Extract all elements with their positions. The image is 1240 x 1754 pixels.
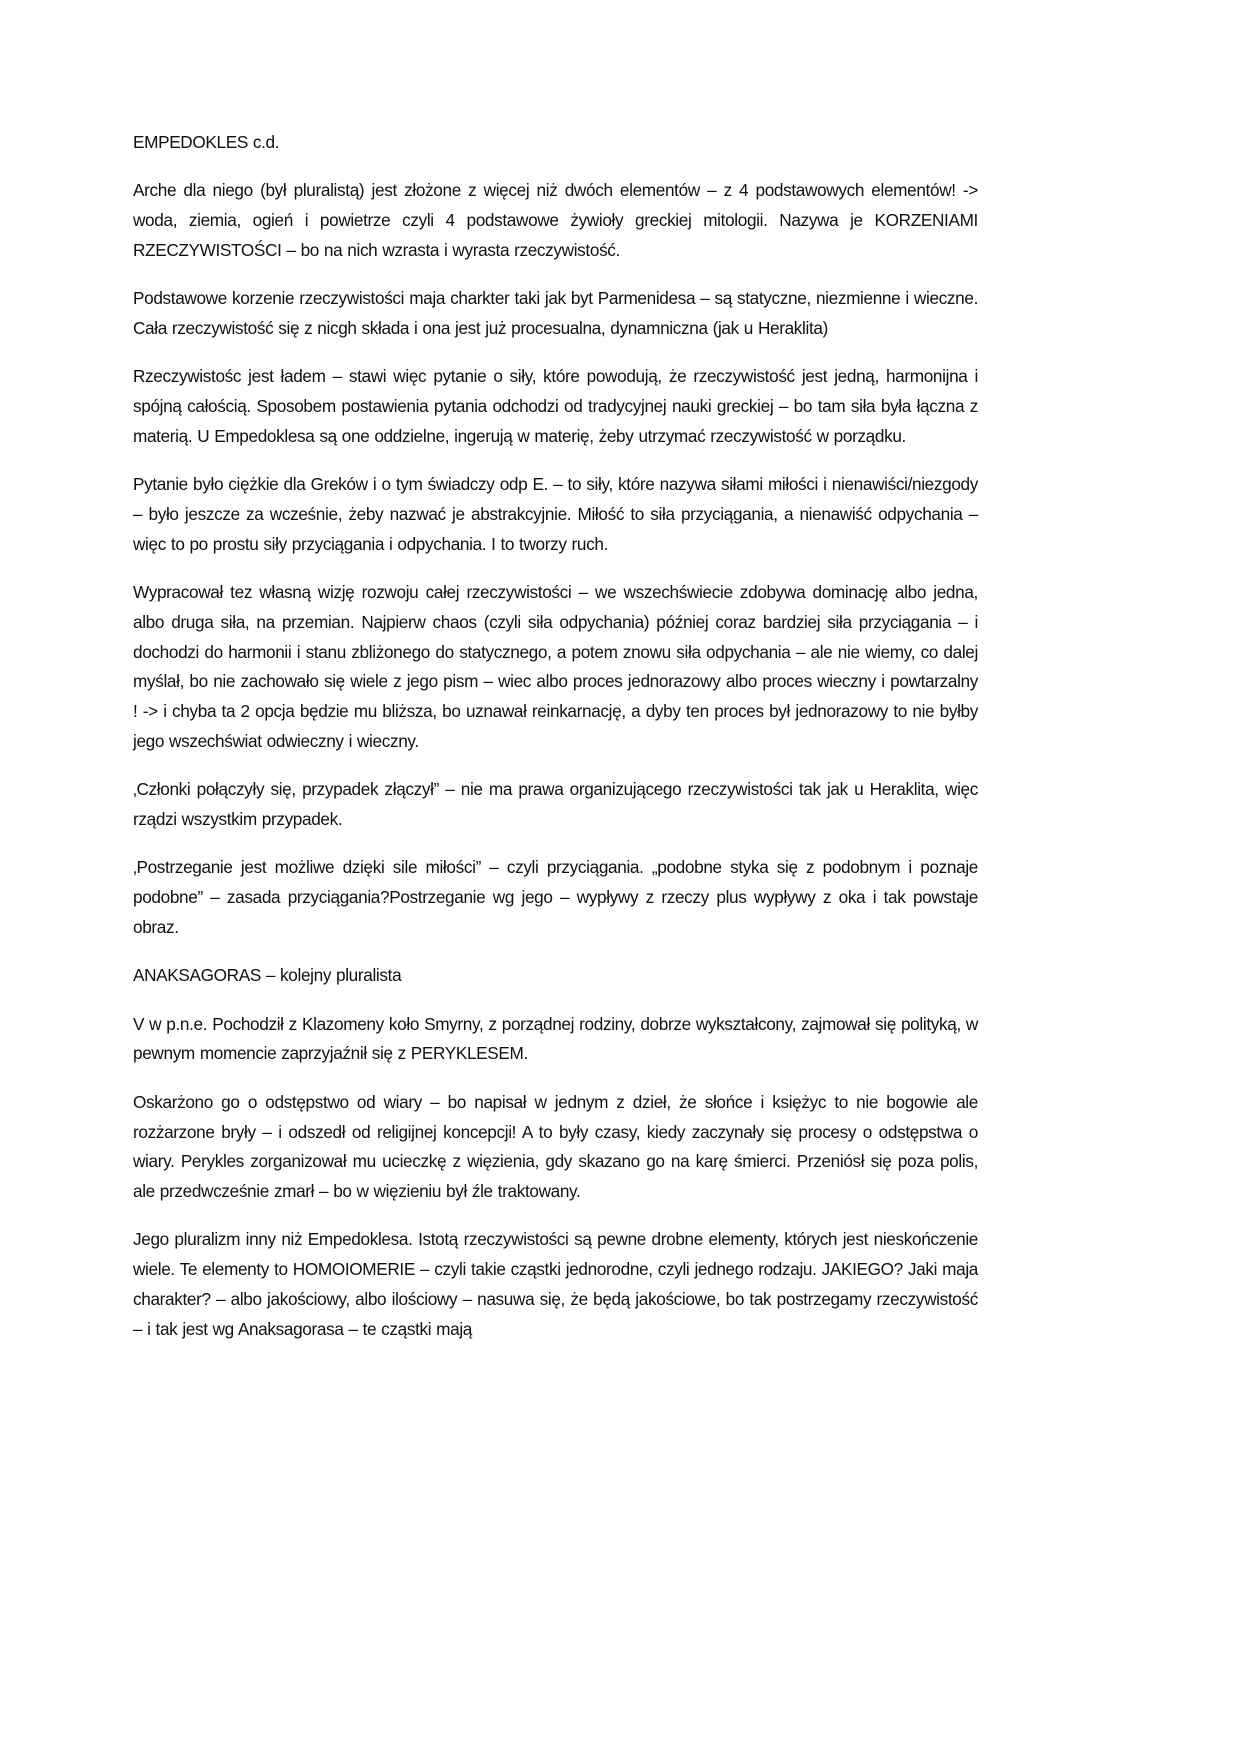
paragraph-perception: ‚Postrzeganie jest możliwe dzięki sile miłości” – czyli przyciągania. „podobne styka się z podobnym i poznaje podobne” – zasada przyciągania?Postrzeganie wg jego – wypływy z rzeczy plus wypływy z oka i tak powstaje obraz.	[133, 857, 978, 938]
document-page	[133, 128, 978, 1363]
paragraph-biography: V w p.n.e. Pochodził z Klazomeny koło Smyrny, z porządnej rodziny, dobrze wykształcony, zajmował się polityką, w pewnym momencie zaprzyjaźnił się z PERYKLESEM.	[133, 1013, 978, 1064]
paragraph-order: Rzeczywistośc jest ładem – stawi więc pytanie o siły, które powodują, że rzeczywistość jest jedną, harmonijna i spójną całością. Sposobem postawienia pytania odchodzi od tradycyjnej nauki greckiej – bo tam siła była łączna z materią. U Empedoklesa są one oddzielne, ingerują w materię, żeby utrzymać rzeczywistość w porządku.	[133, 366, 978, 446]
section-title-empedokles: EMPEDOKLES c.d.	[133, 132, 280, 152]
paragraph-accusation: Oskarżono go o odstępstwo od wiary – bo napisał w jednym z dzieł, że słońce i księżyc to nie bogowie ale rozżarzone bryły – i odszedł od religijnej koncepcji! A to były czasy, kiedy zaczynały się procesy o odstępstwa o wiary. Perykles zorganizował mu ucieczkę z więzienia, gdy skazano go na karę śmierci. Przeniósł się poza polis, ale przedwcześnie zmarł – bo w więzieniu był źle traktowany.	[133, 1091, 978, 1202]
paragraph-arche: Arche dla niego (był pluralistą) jest złożone z więcej niż dwóch elementów – z 4 podstawowych elementów! -> woda, ziemia, ogień i powietrze czyli 4 podstawowe żywioły greckiej mitologii. Nazywa je KORZENIAMI RZECZYWISTOŚCI – bo na nich wzrasta i wyrasta rzeczywistość.	[133, 180, 978, 260]
paragraph-roots: Podstawowe korzenie rzeczywistości maja charkter taki jak byt Parmenidesa – są statyczne, niezmienne i wieczne. Cała rzeczywistość się z nicgh składa i ona jest już procesualna, dynamniczna (jak u Heraklita)	[133, 288, 978, 338]
paragraph-vision: Wypracował tez własną wizję rozwoju całej rzeczywistości – we wszechświecie zdobywa dominację albo jedna, albo druga siła, na przemian. Najpierw chaos (czyli siła odpychania) później coraz bardziej siła przyciągania – i dochodzi do harmonii i stanu zbliżonego do statycznego, a potem znowu siła odpychania – ale nie wiemy, co dalej myślał, bo nie zachowało się wiele z jego pism – wiec albo proces jednorazowy albo proces wieczny i powtarzalny ! -> i chyba ta 2 opcja będzie mu bliższa, bo uznawał reinkarnację, a dyby ten proces był jednorazowy to nie byłby jego wszechświat odwieczny i wieczny.	[133, 582, 978, 752]
paragraph-forces: Pytanie było ciężkie dla Greków i o tym świadczy odp E. – to siły, które nazywa siłami miłości i nienawiści/niezgody – było jeszcze za wcześnie, żeby nazwać je abstrakcyjnie. Miłość to siła przyciągania, a nienawiść odpychania – więc to po prostu siły przyciągania i odpychania. I to tworzy ruch.	[133, 474, 978, 554]
paragraph-chance: ‚Członki połączyły się, przypadek złączył” – nie ma prawa organizującego rzeczywistości tak jak u Heraklita, więc rządzi wszystkim przypadek.	[133, 779, 978, 830]
paragraph-homoiomerie: Jego pluralizm inny niż Empedoklesa. Istotą rzeczywistości są pewne drobne elementy, których jest nieskończenie wiele. Te elementy to HOMOIOMERIE – czyli takie cząstki jednorodne, czyli jednego rodzaju. JAKIEGO? Jaki maja charakter? – albo jakościowy, albo ilościowy – nasuwa się, że będą jakościowe, bo tak postrzegamy rzeczywistość – i tak jest wg Anaksagorasa – te cząstki mają	[133, 1229, 978, 1339]
section-title-anaksagoras: ANAKSAGORAS – kolejny pluralista	[133, 965, 402, 986]
